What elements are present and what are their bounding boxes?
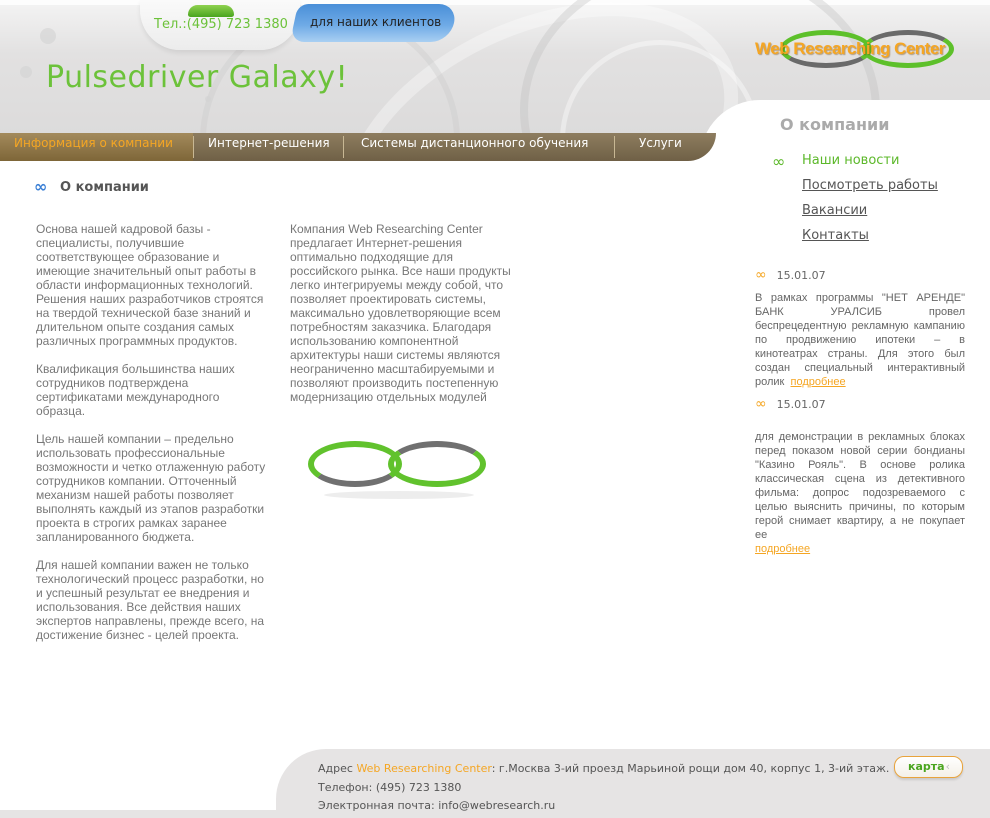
- nav-item-distance-learning[interactable]: Системы дистанционного обучения: [361, 136, 589, 150]
- nav-item-internet-solutions[interactable]: Интернет-решения: [208, 136, 330, 150]
- map-button[interactable]: [894, 756, 963, 778]
- news-more-link[interactable]: подробнее: [755, 543, 811, 555]
- news-item: [755, 397, 965, 556]
- decorative-dot: [20, 66, 32, 78]
- nav-separator: [193, 136, 194, 158]
- footer-email: Электронная почта: info@webresearch.ru: [318, 799, 556, 812]
- infinity-logo-image: [304, 437, 494, 501]
- nav-separator: [614, 136, 615, 158]
- nav-separator: [343, 136, 344, 158]
- news-text: для демонстрации в рекламных блоках перед показом новой серии бондианы "Казино Рояль". В основе ролика классическая сцена из детективного фильма: допрос подозреваемого с целью выяснить причины, по которым герой снимает квартиру, а не покупает ее: [755, 431, 965, 541]
- address-label: Адрес: [318, 762, 357, 775]
- sidebar-menu: [802, 152, 938, 252]
- news-date: 15.01.07: [776, 398, 826, 411]
- paragraph: Квалификация большинства наших сотрудников подтверждена сертификатами международного образца.: [36, 362, 235, 418]
- address-text: : г.Москва 3-ий проезд Марьиной рощи дом 40, корпус 1, 3-ий этаж.: [491, 762, 890, 775]
- site-title: Pulsedriver Galaxy!: [46, 60, 349, 95]
- nav-item-company-info[interactable]: Информация о компании: [0, 133, 193, 161]
- content-column-right: [290, 222, 522, 418]
- decorative-dot: [40, 28, 56, 44]
- news-date-row: [755, 397, 965, 412]
- sidebar-item-portfolio[interactable]: Посмотреть работы: [802, 178, 938, 193]
- section-title: [34, 177, 149, 196]
- sidebar-item-news[interactable]: Наши новости: [802, 153, 900, 168]
- infinity-icon: ∞: [755, 267, 767, 283]
- news-date: 15.01.07: [776, 269, 826, 282]
- paragraph: Для нашей компании важен не только технологический процесс разработки, но и успешный результат ее внедрения и использования. Все действия наших экспертов направлены, прежде всего, на достижение бизнес - целей проекта.: [36, 558, 265, 642]
- logo[interactable]: [752, 26, 967, 72]
- clients-tab-label[interactable]: для наших клиентов: [310, 15, 442, 29]
- nav-item-services[interactable]: Услуги: [639, 136, 682, 150]
- phone-icon: [188, 5, 234, 17]
- logo-text: Web Researching Center: [755, 39, 945, 58]
- footer-address: [318, 762, 889, 775]
- header-phone: Тел.:(495) 723 1380: [154, 17, 288, 32]
- paragraph: Компания Web Researching Center предлагает Интернет-решения оптимально подходящие для российского рынка. Все наши продукты легко интегрируемы между собой, что позволяет проектировать системы, максимально удовлетворяющие всем потребностям заказчика. Благодаря использованию компонентной архитектуры наши системы являются неограниченно масштабируемыми и позволяют производить постепенную модернизацию отдельных модулей: [290, 222, 511, 404]
- infinity-ring-right: [388, 441, 486, 487]
- address-company: Web Researching Center: [356, 762, 492, 775]
- decorative-dot: [205, 96, 211, 102]
- logo-shadow: [324, 491, 474, 499]
- paragraph: Основа нашей кадровой базы - специалисты, получившие соответствующее образование и имеющие значительный опыт работы в области информационных технологий. Решения наших разработчиков строятся на твердой технической базе знаний и длительном опыте создания самых различных программных продуктов.: [36, 222, 264, 348]
- news-item: [755, 268, 965, 389]
- sidebar-item-contacts[interactable]: Контакты: [802, 228, 869, 243]
- infinity-icon: ∞: [755, 396, 767, 412]
- news-date-row: [755, 268, 965, 283]
- chevron-left-icon: ‹: [945, 760, 950, 773]
- news-more-link[interactable]: подробнее: [790, 376, 846, 388]
- section-title-text: О компании: [60, 180, 149, 195]
- sidebar-title: О компании: [780, 115, 890, 134]
- paragraph: Цель нашей компании – предельно использовать профессиональные возможности и четко отлаженную работу сотрудников компании. Отточенный механизм нашей работы позволяет выполнять каждый из этапов разработки проекта в строгих рамках заранее запланированного бюджета.: [36, 432, 266, 544]
- map-button-label: карта: [908, 760, 945, 773]
- infinity-icon: ∞: [772, 152, 786, 171]
- footer-phone: Телефон: (495) 723 1380: [318, 781, 462, 794]
- main-nav: [0, 133, 716, 161]
- news-body: [755, 291, 965, 389]
- sidebar-item-vacancies[interactable]: Вакансии: [802, 203, 868, 218]
- content-column-left: [36, 222, 268, 656]
- news-body: [755, 430, 965, 556]
- news-text: В рамках программы "НЕТ АРЕНДЕ" БАНК УРАЛСИБ провел беспрецедентную рекламную кампанию по продвижению ипотеки – в кинотеатрах страны. Для этого был создан специальный интерактивный ролик: [755, 292, 965, 388]
- infinity-icon: ∞: [34, 177, 48, 196]
